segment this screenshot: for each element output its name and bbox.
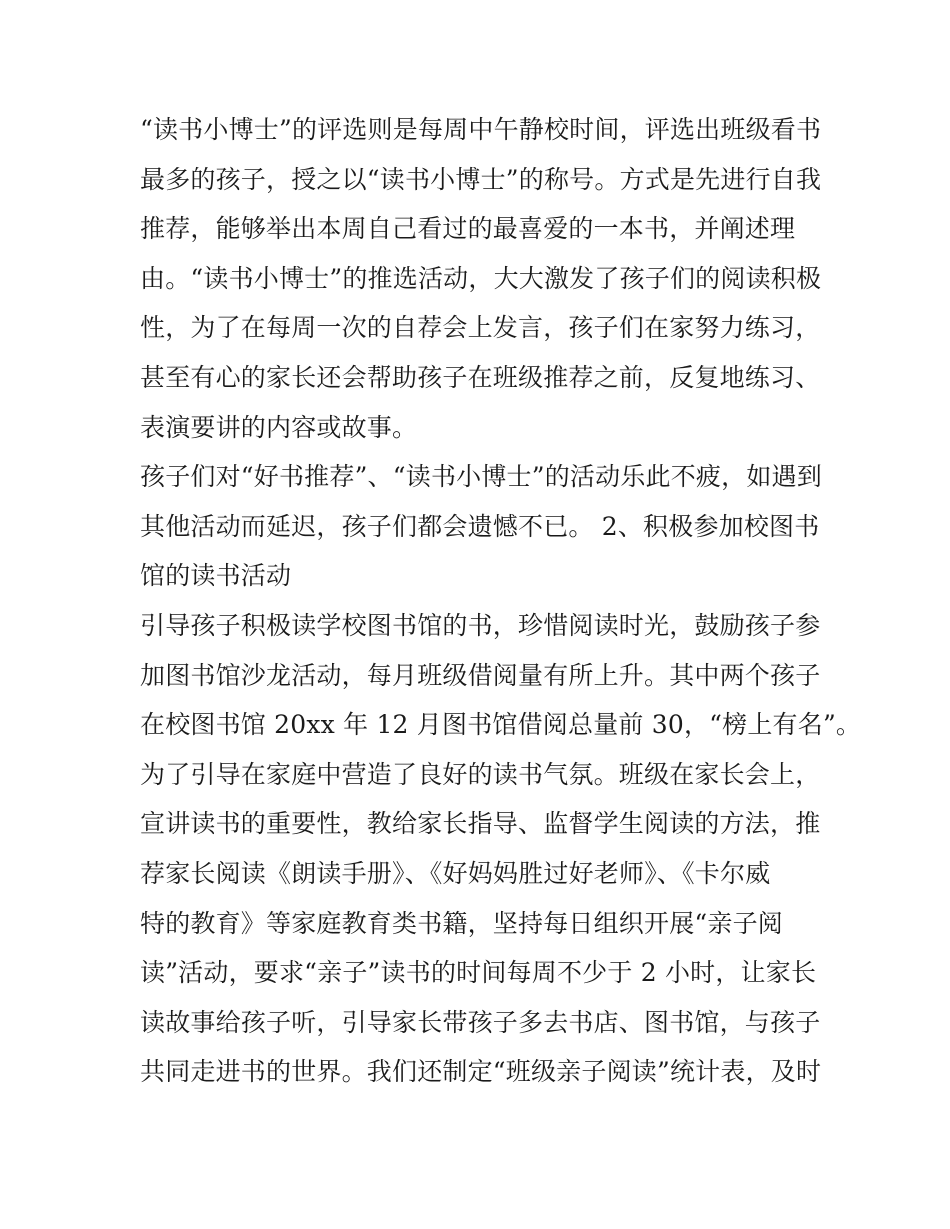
text-line: 读故事给孩子听，引导家长带孩子多去书店、图书馆，与孩子: [140, 1008, 821, 1037]
text-line: 在校图书馆 20xx 年 12 月图书馆借阅总量前 30，“榜上有名”。: [140, 710, 862, 739]
text-line: 表演要讲的内容或故事。: [140, 413, 418, 442]
text-line: 其他活动而延迟，孩子们都会遗憾不已。 2、积极参加校图书: [140, 512, 820, 541]
text-line: 宣讲读书的重要性，教给家长指导、监督学生阅读的方法，推: [140, 809, 821, 838]
text-line: 馆的读书活动: [140, 561, 292, 590]
text-line: 读”活动，要求“亲子”读书的时间每周不少于 2 小时，让家长: [140, 958, 817, 987]
text-line: 荐家长阅读《朗读手册》、《好妈妈胜过好老师》、《卡尔威: [140, 859, 771, 888]
text-line: “读书小博士”的评选则是每周中午静校时间，评选出班级看书: [140, 115, 822, 144]
text-line: 甚至有心的家长还会帮助孩子在班级推荐之前，反复地练习、: [140, 363, 821, 392]
text-line: 特的教育》等家庭教育类书籍，坚持每日组织开展“亲子阅: [140, 909, 783, 938]
text-line: 最多的孩子，授之以“读书小博士”的称号。方式是先进行自我: [140, 165, 822, 194]
text-line: 推荐，能够举出本周自己看过的最喜爱的一本书，并阐述理: [140, 214, 796, 243]
text-line: 孩子们对“好书推荐”、“读书小博士”的活动乐此不疲，如遇到: [140, 462, 822, 491]
text-line: 引导孩子积极读学校图书馆的书，珍惜阅读时光，鼓励孩子参: [140, 611, 821, 640]
text-line: 由。“读书小博士”的推选活动，大大激发了孩子们的阅读积极: [140, 264, 822, 293]
text-line: 加图书馆沙龙活动，每月班级借阅量有所上升。其中两个孩子: [140, 661, 821, 690]
text-line: 为了引导在家庭中营造了良好的读书气氛。班级在家长会上，: [140, 760, 821, 789]
text-line: 共同走进书的世界。我们还制定“班级亲子阅读”统计表，及时: [140, 1057, 822, 1086]
text-line: 性，为了在每周一次的自荐会上发言，孩子们在家努力练习，: [140, 313, 821, 342]
